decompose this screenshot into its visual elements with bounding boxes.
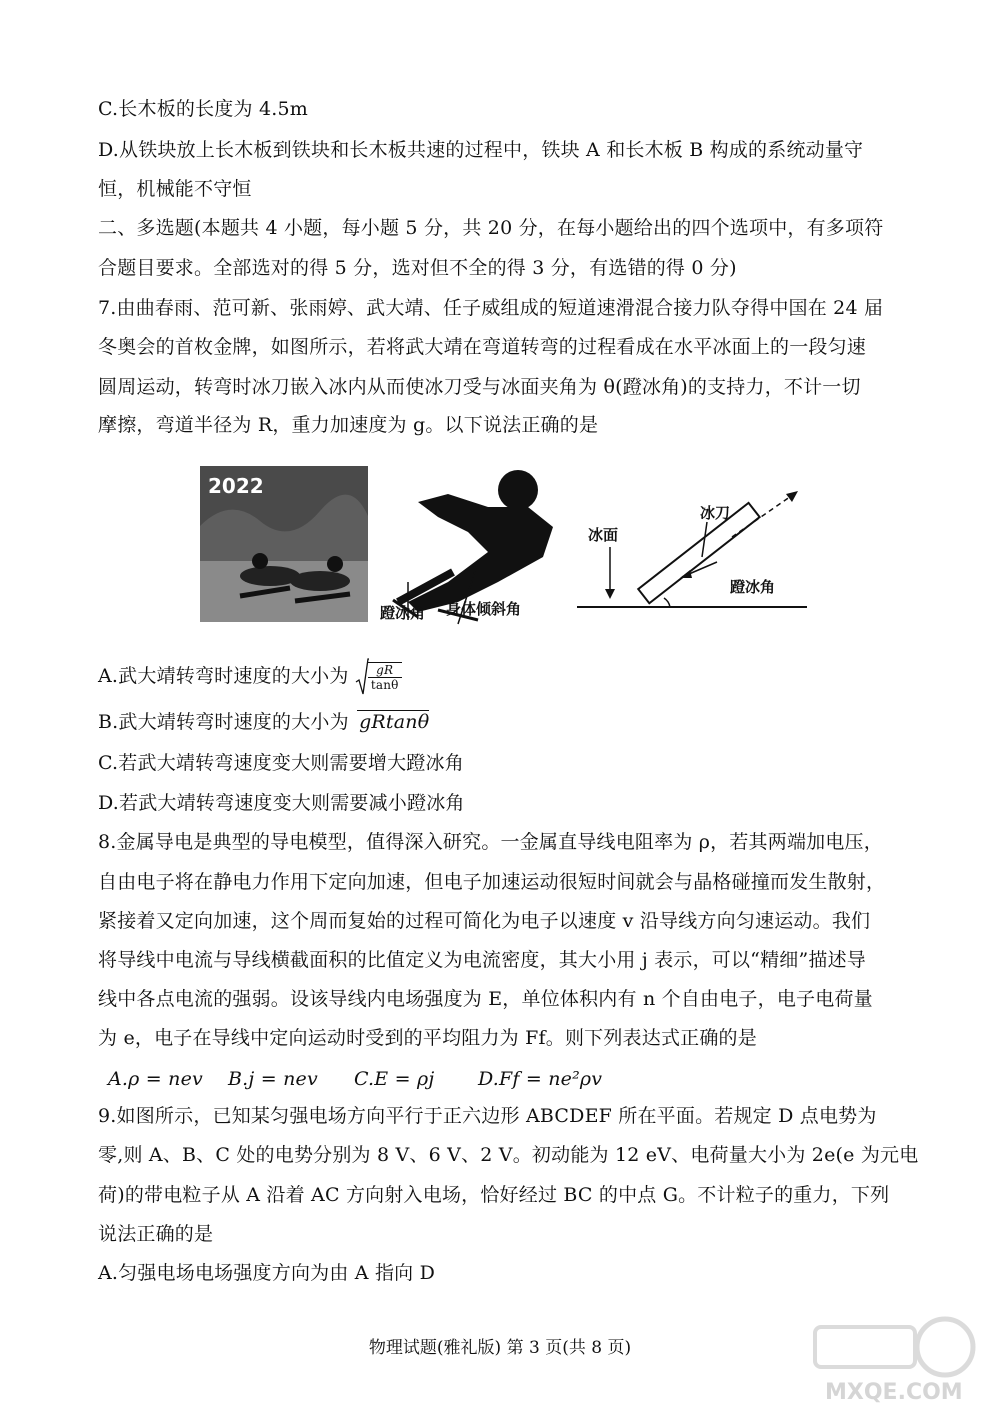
text-line: 恒，机械能不守恒 xyxy=(98,178,252,200)
sqrt-fraction xyxy=(355,658,402,696)
text-line: 冬奥会的首枚金牌，如图所示，若将武大靖在弯道转弯的过程看成在水平冰面上的一段匀速 xyxy=(98,336,867,358)
watermark-text: MXQE.COM xyxy=(825,1380,963,1405)
option-a xyxy=(98,658,402,696)
question-8-text: 8.金属导电是典型的导电模型，值得深入研究。一金属直导线电阻率为 ρ，若其两端加电压， xyxy=(98,831,883,853)
option-b-text: B.武大靖转弯时速度的大小为 xyxy=(98,711,349,733)
text-line: 说法正确的是 xyxy=(98,1223,214,1245)
option-b: B.j = nev xyxy=(228,1068,318,1090)
body-tilt-label: 身体倾斜角 xyxy=(446,600,522,618)
text-line: 圆周运动，转弯时冰刀嵌入冰内从而使冰刀受与冰面夹角为 θ(蹬冰角)的支持力，不计一切 xyxy=(98,376,861,398)
skating-photo xyxy=(200,466,368,622)
option-d: D.若武大靖转弯速度变大则需要减小蹬冰角 xyxy=(98,792,465,814)
text-line: 合题目要求。全部选对的得 5 分，选对但不全的得 3 分，有选错的得 0 分) xyxy=(98,257,737,279)
speed-skating-figure xyxy=(200,462,810,634)
watermark-logo xyxy=(805,1312,980,1412)
text-line: 荷)的带电粒子从 A 沿着 AC 方向射入电场，恰好经过 BC 的中点 G。不计粒子的重力，下列 xyxy=(98,1184,890,1206)
text-line: C.长木板的长度为 4.5m xyxy=(98,98,308,120)
sqrt-expression: gRtanθ xyxy=(359,711,430,733)
text-line: 为 e，电子在导线中定向运动时受到的平均阻力为 Ff。则下列表达式正确的是 xyxy=(98,1027,757,1049)
option-c: C.若武大靖转弯速度变大则需要增大蹬冰角 xyxy=(98,752,464,774)
blade-label: 冰刀 xyxy=(700,504,731,522)
page-footer: 物理试题(雅礼版) 第 3 页(共 8 页) xyxy=(368,1338,632,1358)
section-heading: 二、多选题(本题共 4 小题，每小题 5 分，共 20 分，在每小题给出的四个选项中，有多项符 xyxy=(98,217,884,239)
text-line: 自由电子将在静电力作用下定向加速，但电子加速运动很短时间就会与晶格碰撞而发生散射， xyxy=(98,871,886,893)
option-c: C.E = ρj xyxy=(354,1068,435,1090)
fraction-numerator: gR xyxy=(368,663,402,678)
option-a-text: A.武大靖转弯时速度的大小为 xyxy=(98,665,349,687)
kick-angle-label-right: 蹬冰角 xyxy=(730,578,776,596)
text-line: 紧接着又定向加速，这个周而复始的过程可简化为电子以速度 v 沿导线方向匀速运动。我们 xyxy=(98,910,871,932)
question-7-text: 7.由曲春雨、范可新、张雨婷、武大靖、任子威组成的短道速滑混合接力队夺得中国在 24 届 xyxy=(98,297,884,319)
fraction-denominator: tanθ xyxy=(370,678,399,692)
option-a: A.匀强电场电场强度方向为由 A 指向 D xyxy=(98,1262,436,1284)
photo-year-label: 2022 xyxy=(208,474,264,498)
text-line: 零,则 A、B、C 处的电势分别为 8 V、6 V、2 V。初动能为 12 eV、电荷量大小为 2e(e 为元电 xyxy=(98,1144,919,1166)
ice-surface-label: 冰面 xyxy=(588,526,619,544)
text-line: 摩擦，弯道半径为 R，重力加速度为 g。以下说法正确的是 xyxy=(98,414,599,436)
option-a: A.ρ = nev xyxy=(108,1068,203,1090)
question-9-text: 9.如图所示，已知某匀强电场方向平行于正六边形 ABCDEF 所在平面。若规定 D 点电势为 xyxy=(98,1105,877,1127)
text-line: D.从铁块放上长木板到铁块和长木板共速的过程中，铁块 A 和长木板 B 构成的系统动量守 xyxy=(98,139,864,161)
blade-angle-diagram xyxy=(572,462,810,634)
text-line: 线中各点电流的强弱。设该导线内电场强度为 E，单位体积内有 n 个自由电子，电子电荷量 xyxy=(98,988,873,1010)
option-d: D.Ff = ne²ρv xyxy=(478,1068,603,1090)
text-line: 将导线中电流与导线横截面积的比值定义为电流密度，其大小用 j 表示，可以“精细”描述导 xyxy=(98,949,866,971)
option-b xyxy=(98,709,429,735)
kick-angle-label-left: 蹬冰角 xyxy=(380,604,426,622)
